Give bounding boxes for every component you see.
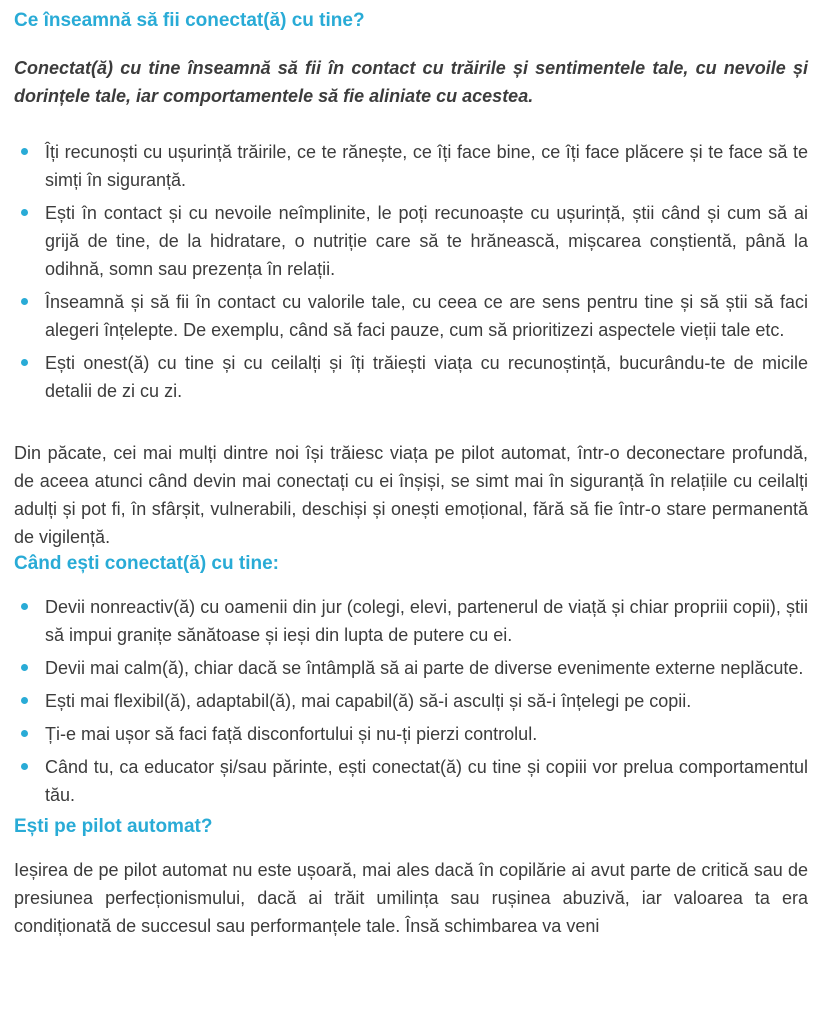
list-item bbox=[14, 720, 808, 748]
bullet-icon bbox=[21, 763, 28, 770]
bullet-icon bbox=[21, 298, 28, 305]
list-item-text: Ești în contact și cu nevoile neîmplinite, le poți recunoaște cu ușurință, știi când și cum să ai grijă de tine, de la hidratare, o nutriție care să te hrănească, mișcarea conștientă, până la odihnă, somn sau prezența în relații. bbox=[45, 203, 808, 279]
list-item-text: Ești onest(ă) cu tine și cu ceilalți și îți trăiești viața cu recunoștință, bucurându-te de micile detalii de zi cu zi. bbox=[45, 353, 808, 401]
list-item-text: Devii nonreactiv(ă) cu oamenii din jur (colegi, elevi, partenerul de viață și chiar propriii copii), știi să impui granițe sănătoase și ieși din lupta de putere cu ei. bbox=[45, 597, 808, 645]
bullet-icon bbox=[21, 209, 28, 216]
list-item-text: Îți recunoști cu ușurință trăirile, ce te rănește, ce îți face bine, ce îți face plăcere și te face să te simți în siguranță. bbox=[45, 142, 808, 190]
list-item bbox=[14, 654, 808, 682]
list-item bbox=[14, 199, 808, 283]
list-item-text: Înseamnă și să fii în contact cu valorile tale, cu ceea ce are sens pentru tine și să știi să faci alegeri înțelepte. De exemplu, când să faci pauze, cum să prioritizezi aspectele vieții tale etc. bbox=[45, 292, 808, 340]
lead-paragraph: Conectat(ă) cu tine înseamnă să fii în contact cu trăirile și sentimentele tale, cu nevoile și dorințele tale, iar comportamentele să fie aliniate cu acestea. bbox=[14, 58, 808, 106]
paragraph-leaving-autopilot: Ieșirea de pe pilot automat nu este ușoară, mai ales dacă în copilărie ai avut parte de critică sau de presiunea perfecționismului, dacă ai trăit umilința sau rușinea abuzivă, iar valoarea ta era condiționată de succesul sau performanțele tale. Însă schimbarea va veni bbox=[14, 860, 808, 936]
paragraph-autopilot-disconnect: Din păcate, cei mai mulți dintre noi își trăiesc viața pe pilot automat, într-o deconectare profundă, de aceea atunci când devin mai conectați cu ei înșiși, se simt mai în siguranță în relațiile cu ceilalți adulți și pot fi, în sfârșit, vulnerabili, deschiși și onești emoțional, fără să fie într-o stare permanentă de vigilență. bbox=[14, 443, 808, 547]
bullet-icon bbox=[21, 359, 28, 366]
bullet-icon bbox=[21, 148, 28, 155]
list-item bbox=[14, 349, 808, 405]
list-item-text: Ești mai flexibil(ă), adaptabil(ă), mai capabil(ă) să-i asculți și să-i înțelegi pe copii. bbox=[45, 691, 692, 711]
list-item bbox=[14, 593, 808, 649]
list-item-text: Când tu, ca educator și/sau părinte, ești conectat(ă) cu tine și copiii vor prelua comportamentul tău. bbox=[45, 757, 808, 805]
bullet-icon bbox=[21, 697, 28, 704]
list-item-text: Ți-e mai ușor să faci față disconfortului și nu-ți pierzi controlul. bbox=[45, 724, 538, 744]
list-item bbox=[14, 138, 808, 194]
section-heading-when-connected: Când ești conectat(ă) cu tine: bbox=[14, 553, 279, 574]
list-item bbox=[14, 687, 808, 715]
bullet-icon bbox=[21, 664, 28, 671]
list-item bbox=[14, 288, 808, 344]
list-item-text: Devii mai calm(ă), chiar dacă se întâmplă să ai parte de diverse evenimente externe neplăcute. bbox=[45, 658, 804, 678]
bullet-list-connected bbox=[14, 138, 808, 405]
bullet-list-when-connected bbox=[14, 593, 808, 809]
bullet-icon bbox=[21, 603, 28, 610]
section-heading-what-it-means: Ce înseamnă să fii conectat(ă) cu tine? bbox=[14, 10, 365, 31]
list-item bbox=[14, 753, 808, 809]
bullet-icon bbox=[21, 730, 28, 737]
section-heading-autopilot: Ești pe pilot automat? bbox=[14, 816, 213, 837]
